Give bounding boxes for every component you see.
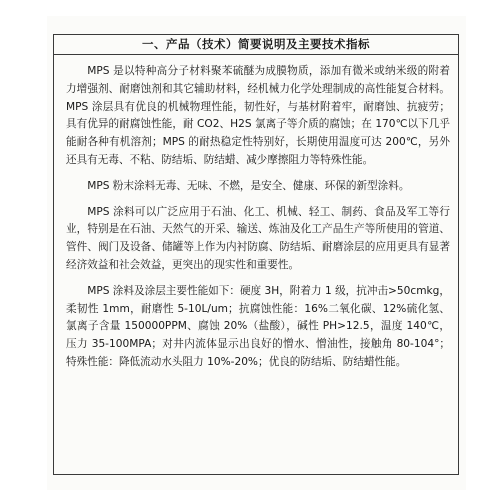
paragraph-applications: MPS 涂料可以广泛应用于石油、化工、机械、轻工、制药、食品及军工等行业，特别是在石油、天然气的开采、输送、炼油及化工产品生产等所使用的管道、管件、阀门及设备、储罐等上作为内衬防腐、防结垢、耐磨涂层的应用更具有显著经济效益和社会效益，更突出的现实性和重要性。 [66, 205, 450, 271]
content-frame [53, 34, 459, 475]
paragraph-specifications: MPS 涂料及涂层主要性能如下：硬度 3H，附着力 1 级，抗冲击>50cmkg，柔韧性 1mm，耐磨性 5-10L/um；抗腐蚀性能：16%二氧化碳、12%硫化氢、氯离子含量 150000PPM、腐蚀 20%（盐酸），碱性 PH>12.5，温度 140℃，压力 35-100MPA；对井内流体显示出良好的憎水、憎油性，接触角 80-104°；特殊性能：降低流动水头阻力 10%-20%；优良的防结垢、防结蜡性能。 [66, 284, 450, 368]
paragraph-introduction: MPS 是以特种高分子材料聚苯硫醚为成膜物质，添加有微米或纳米级的附着力增强剂、耐磨蚀剂和其它辅助材料，经机械力化学处理制成的高性能复合材料。MPS 涂层具有优良的机械物理性能，韧性好，与基材附着牢，耐磨蚀、抗疲劳；具有优异的耐腐蚀性能，耐 CO2、H2S 氯离子等介质的腐蚀；在 170℃以下几乎能耐各种有机溶剂；MPS 的耐热稳定性特别好，长期使用温度可达 200℃，另外还具有无毒、不粘、防结垢、防结蜡、减少摩擦阻力等特殊性能。 [66, 65, 450, 166]
paragraph-safety: MPS 粉末涂料无毒、无味、不燃，是安全、健康、环保的新型涂料。 [87, 179, 410, 192]
document-page [47, 16, 466, 490]
body-text [66, 63, 450, 372]
section-title: 一、产品（技术）简要说明及主要技术指标 [54, 35, 458, 55]
